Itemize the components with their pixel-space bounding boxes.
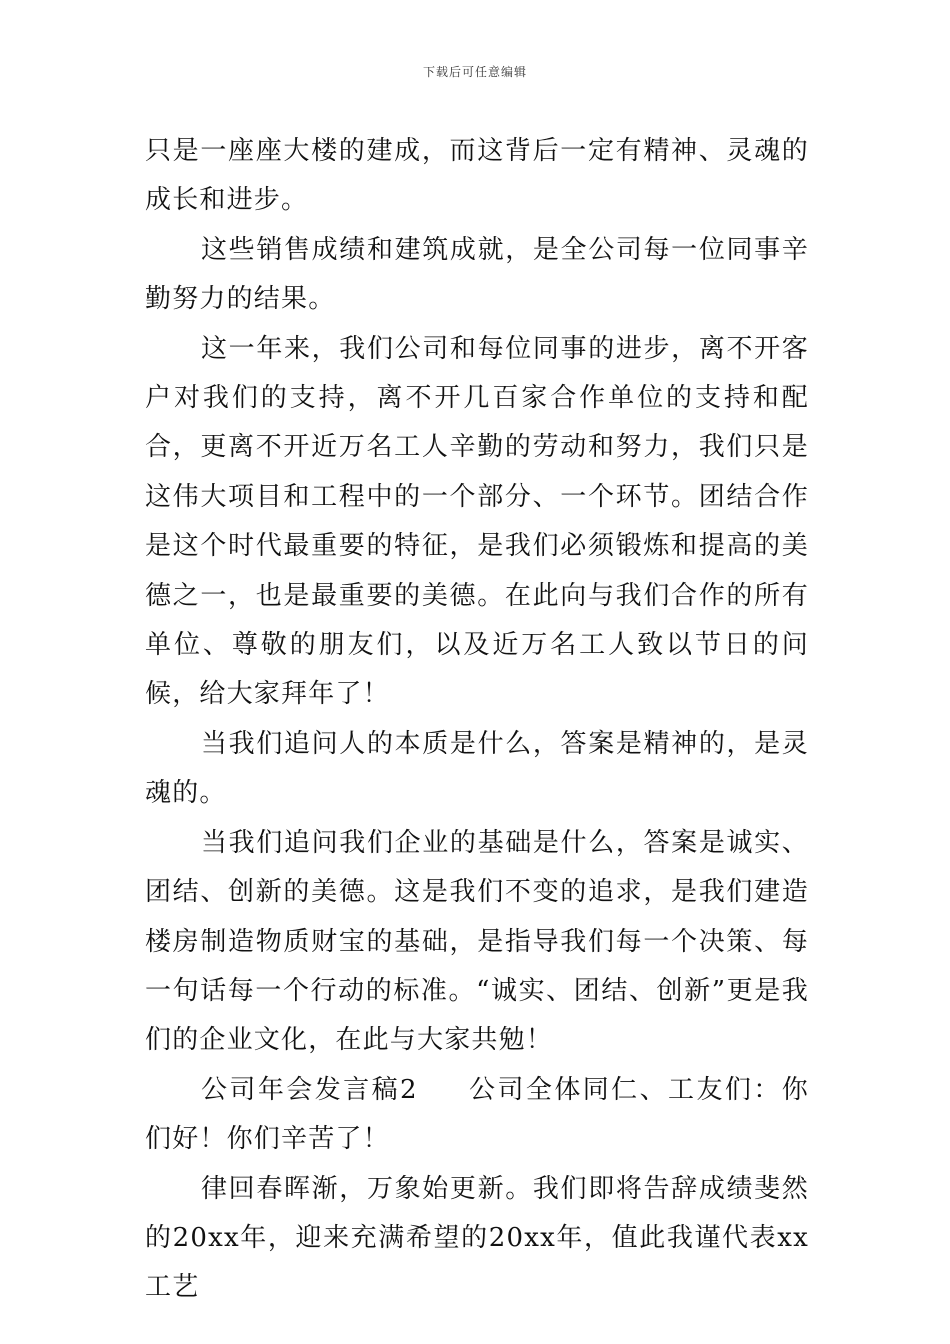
paragraph-3: 这一年来，我们公司和每位同事的进步，离不开客户对我们的支持，离不开几百家合作单位的支持和配合，更离不开近万名工人辛勤的劳动和努力，我们只是这伟大项目和工程中的一个部分、一个环节。团结合作是这个时代最重要的特征，是我们必须锻炼和提高的美德之一，也是最重要的美德。在此向与我们合作的所有单位、尊敬的朋友们，以及近万名工人致以节日的问候，给大家拜年了！ [145, 333, 809, 710]
speech-2-title: 公司年会发言稿2 [201, 1074, 418, 1105]
page-header: 下载后可任意编辑 [422, 65, 527, 79]
speech-2-greeting: 公司全体同仁、工友们：你们好！你们辛苦了！ [145, 1074, 809, 1155]
speech-2-heading [145, 1066, 809, 1165]
paragraph-4: 当我们追问人的本质是什么，答案是精神的，是灵魂的。 [145, 728, 809, 809]
paragraph-5: 当我们追问我们企业的基础是什么，答案是诚实、团结、创新的美德。这是我们不变的追求，是我们建造楼房制造物质财宝的基础，是指导我们每一个决策、每一句话每一个行动的标准。“诚实、团结、创新”更是我们的企业文化，在此与大家共勉！ [145, 827, 809, 1056]
paragraph-1: 只是一座座大楼的建成，而这背后一定有精神、灵魂的成长和进步。 [145, 136, 809, 216]
paragraph-2: 这些销售成绩和建筑成就，是全公司每一位同事辛勤努力的结果。 [145, 234, 809, 315]
document-body [145, 127, 809, 1313]
paragraph-6: 律回春晖渐，万象始更新。我们即将告辞成绩斐然的20xx年，迎来充满希望的20xx年，值此我谨代表xx工艺 [145, 1173, 809, 1303]
